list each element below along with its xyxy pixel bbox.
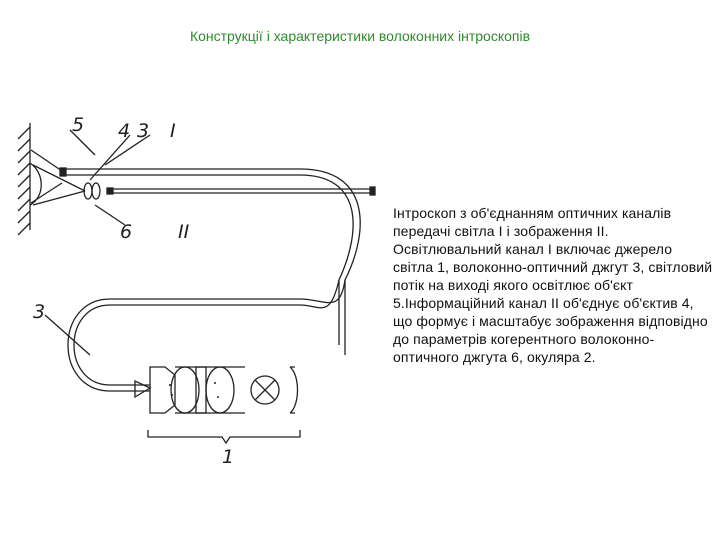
- label-image-bundle-6: 6: [120, 221, 133, 243]
- bundle-end-bottom: [107, 188, 113, 194]
- source-brace: [148, 430, 300, 443]
- bundle-channel-one: [66, 169, 360, 345]
- light-source: [135, 367, 298, 413]
- object-wall: [18, 123, 41, 235]
- label-object-5: 5: [72, 114, 85, 136]
- bundle-end-top: [60, 168, 66, 176]
- slide-title: Конструкції і характеристики волоконних інтроскопів: [189, 28, 531, 44]
- description-text: Інтроскоп з об'єднанням оптичних каналів передачі світла І і зображення ІІ. Освітлювальний канал І включає джерело світла 1, волоконно-оптичний джгут 3, світловий потік на виході якого освітлює об'єкт 5.Інформаційний канал ІІ об'єднує об'єктив 4, що формує і масштабує зображення відповідно до параметрів когерентного волоконно-оптичного джгута 6, окуляра 2.: [393, 205, 713, 365]
- label-light-source-1: 1: [222, 446, 235, 468]
- introscope-diagram: [0, 105, 400, 485]
- label-lens-4: 4: [118, 120, 131, 142]
- objective-lens: [84, 183, 100, 199]
- label-bundle-3-top: 3: [137, 120, 150, 142]
- label-channel-two: II: [178, 221, 190, 243]
- label-channel-one: I: [170, 120, 176, 142]
- label-bundle-3-left: 3: [33, 301, 46, 323]
